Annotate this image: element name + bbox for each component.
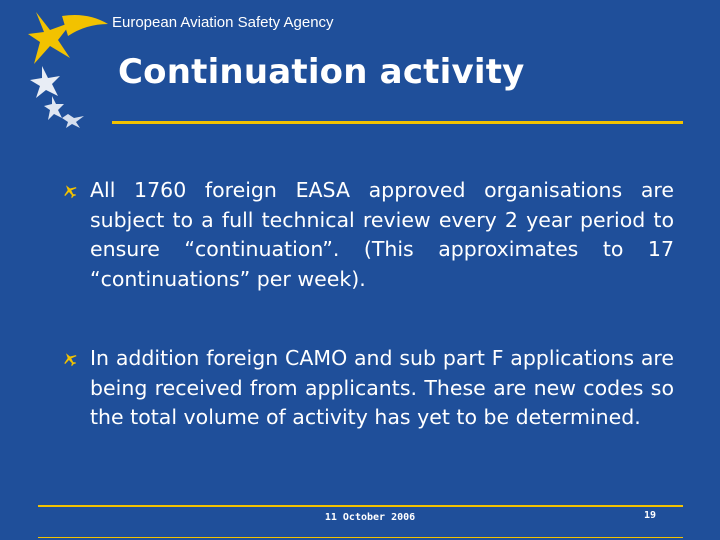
title-underline [112, 121, 683, 124]
bullet-item [62, 176, 674, 294]
bullet-list [62, 176, 674, 433]
bullet-text: In addition foreign CAMO and sub part F applications are being received from applicants. These are new codes so the total volume of activity has yet to be determined. [90, 346, 674, 429]
bullet-text: All 1760 foreign EASA approved organisations are subject to a full technical review every 2 year period to ensure “continuation”. (This approximates to 17 “continuations” per week). [90, 178, 674, 291]
footer-bottom-rule [38, 537, 683, 538]
easa-logo-stars-icon [28, 6, 124, 130]
footer-date: 11 October 2006 [324, 512, 416, 523]
agency-name: European Aviation Safety Agency [112, 14, 334, 31]
slide-title: Continuation activity [118, 52, 525, 92]
bullet-item [62, 344, 674, 433]
airplane-bullet-icon [62, 183, 78, 199]
airplane-bullet-icon [62, 351, 78, 367]
page-number: 19 [643, 510, 657, 521]
footer-rule [38, 505, 683, 507]
